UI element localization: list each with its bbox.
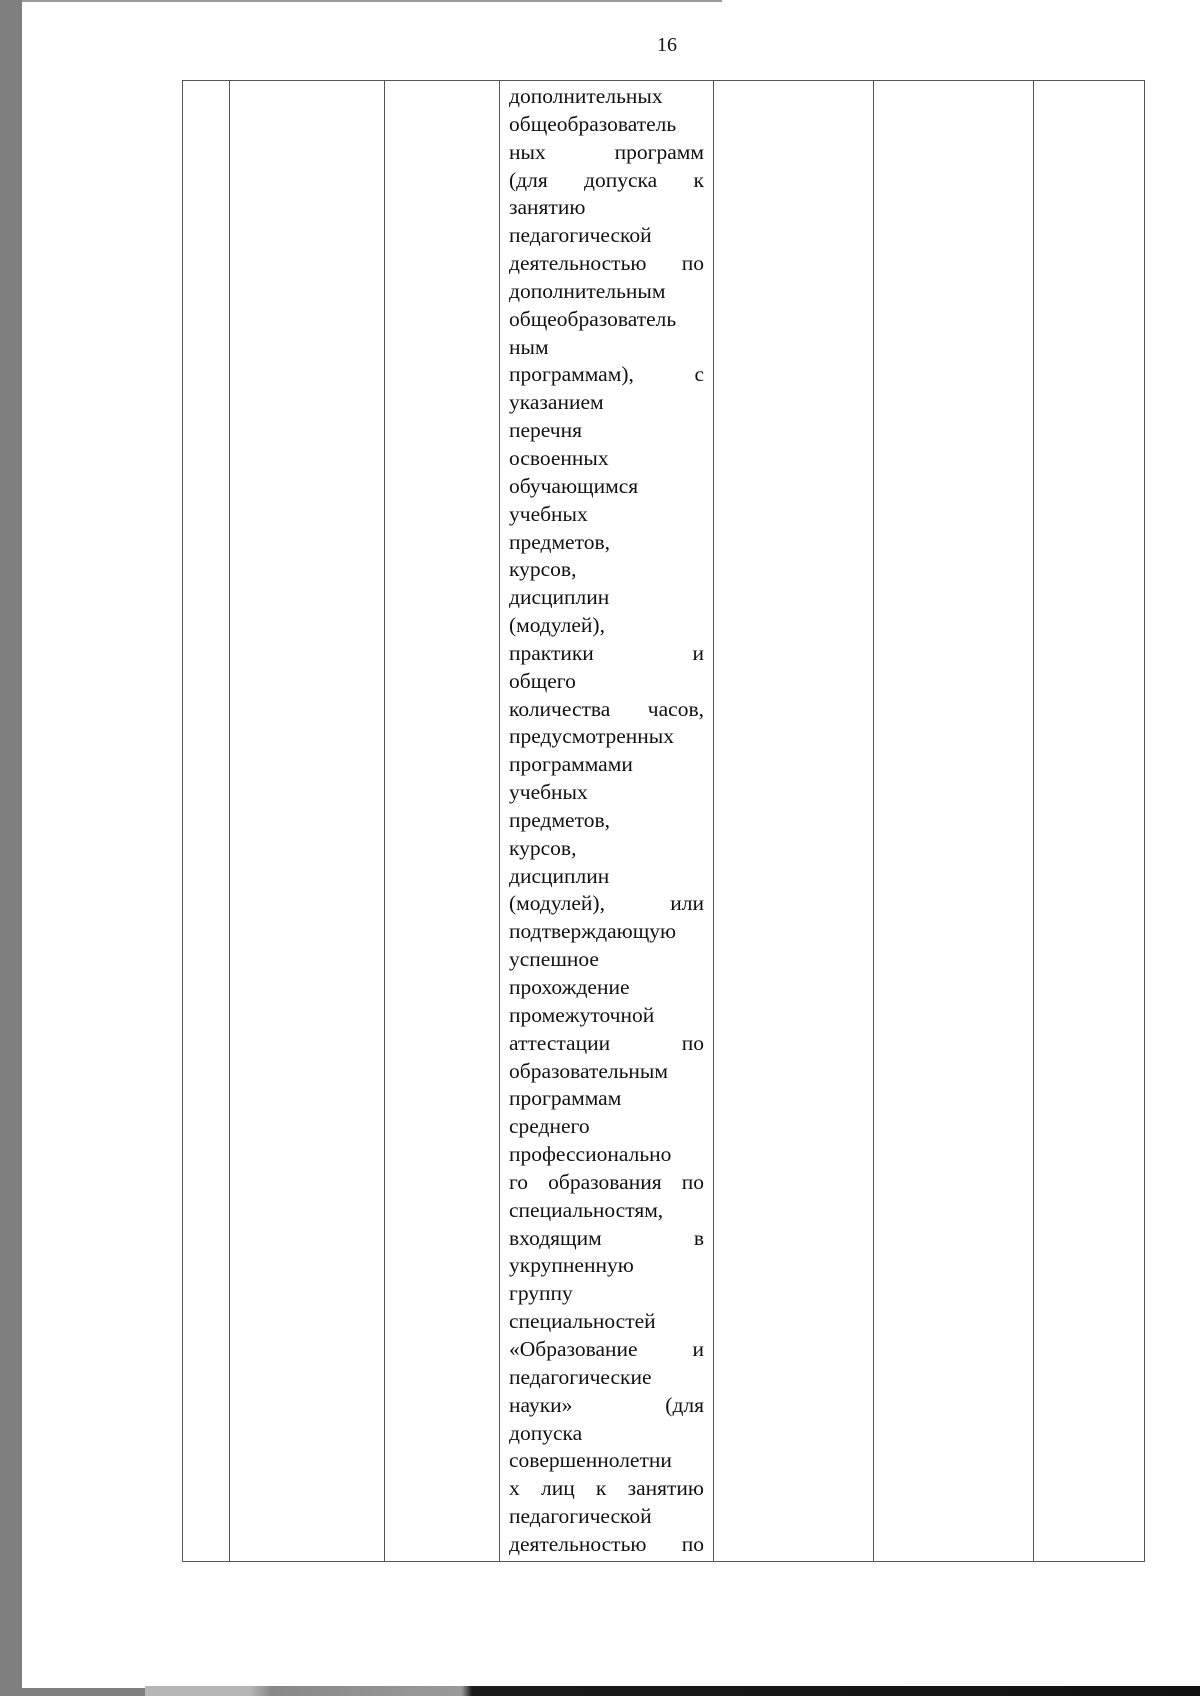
cell-line: прохождение (509, 975, 630, 999)
cell-line: дополнительных (509, 84, 663, 108)
cell-line: занятию (509, 195, 586, 220)
cell-line: общего (509, 668, 576, 693)
cell-line: х лиц к занятию (509, 1476, 704, 1501)
cell-line: учебных (509, 780, 588, 805)
cell-line: деятельностью по (509, 1531, 704, 1556)
column-divider-3 (499, 81, 500, 1561)
cell-line: педагогической (509, 1504, 652, 1529)
scan-bottom-edge (145, 1686, 1200, 1696)
cell-line: программам (509, 1086, 622, 1111)
cell-line: дополнительным (509, 278, 666, 303)
cell-line: совершеннолетни (509, 1448, 672, 1473)
cell-line: педагогические (509, 1364, 652, 1389)
cell-line: укрупненную (509, 1253, 634, 1278)
cell-line: специальностей (509, 1309, 656, 1334)
document-table (182, 80, 1145, 1562)
column-divider-1 (229, 81, 230, 1561)
cell-line: образовательным (509, 1058, 668, 1083)
cell-line: профессионально (509, 1142, 672, 1167)
cell-line: освоенных (509, 445, 609, 470)
cell-line: деятельностью по (509, 251, 704, 276)
cell-line: допуска (509, 1420, 583, 1445)
cell-line: дисциплин (509, 863, 610, 888)
cell-line: курсов, (509, 557, 577, 582)
column-divider-2 (384, 81, 385, 1561)
cell-line: (модулей), (509, 613, 605, 638)
cell-line: ных программ (509, 139, 704, 164)
cell-line: промежуточной (509, 1002, 655, 1027)
cell-line: педагогической (509, 223, 652, 248)
cell-line: общеобразователь (509, 111, 677, 136)
cell-line: практики и (509, 640, 704, 665)
cell-line: предусмотренных (509, 724, 674, 749)
cell-line: (модулей), или (509, 891, 704, 916)
cell-line: программам), с (509, 362, 704, 387)
cell-line: общеобразователь (509, 306, 677, 331)
cell-line: количества часов, (509, 696, 704, 721)
cell-line: обучающимся (509, 473, 639, 498)
cell-line: перечня (509, 418, 583, 443)
cell-line: группу (509, 1281, 573, 1306)
cell-line: (для допуска к (509, 167, 704, 192)
cell-line: науки» (для (509, 1392, 704, 1417)
document-page (22, 0, 1200, 1688)
cell-line: курсов, (509, 835, 577, 860)
cell-line: «Образование и (509, 1336, 704, 1361)
cell-line: успешное (509, 947, 599, 972)
cell-line: аттестации по (509, 1030, 704, 1055)
column-divider-5 (873, 81, 874, 1561)
cell-line: го образования по (509, 1169, 704, 1194)
cell-line: дисциплин (509, 585, 610, 610)
cell-line: учебных (509, 501, 588, 526)
cell-line: входящим в (509, 1225, 704, 1250)
cell-line: среднего (509, 1114, 590, 1139)
table-cell-text (509, 83, 704, 1559)
cell-line: программами (509, 752, 633, 777)
page-number: 16 (657, 34, 677, 56)
cell-line: предметов, (509, 807, 610, 832)
cell-line: указанием (509, 390, 604, 415)
cell-line: ным (509, 334, 549, 359)
cell-line: предметов, (509, 529, 610, 554)
column-divider-4 (713, 81, 714, 1561)
page-top-edge (22, 0, 722, 2)
cell-line: подтверждающую (509, 919, 677, 944)
column-divider-6 (1033, 81, 1034, 1561)
cell-line: специальностям, (509, 1197, 664, 1222)
